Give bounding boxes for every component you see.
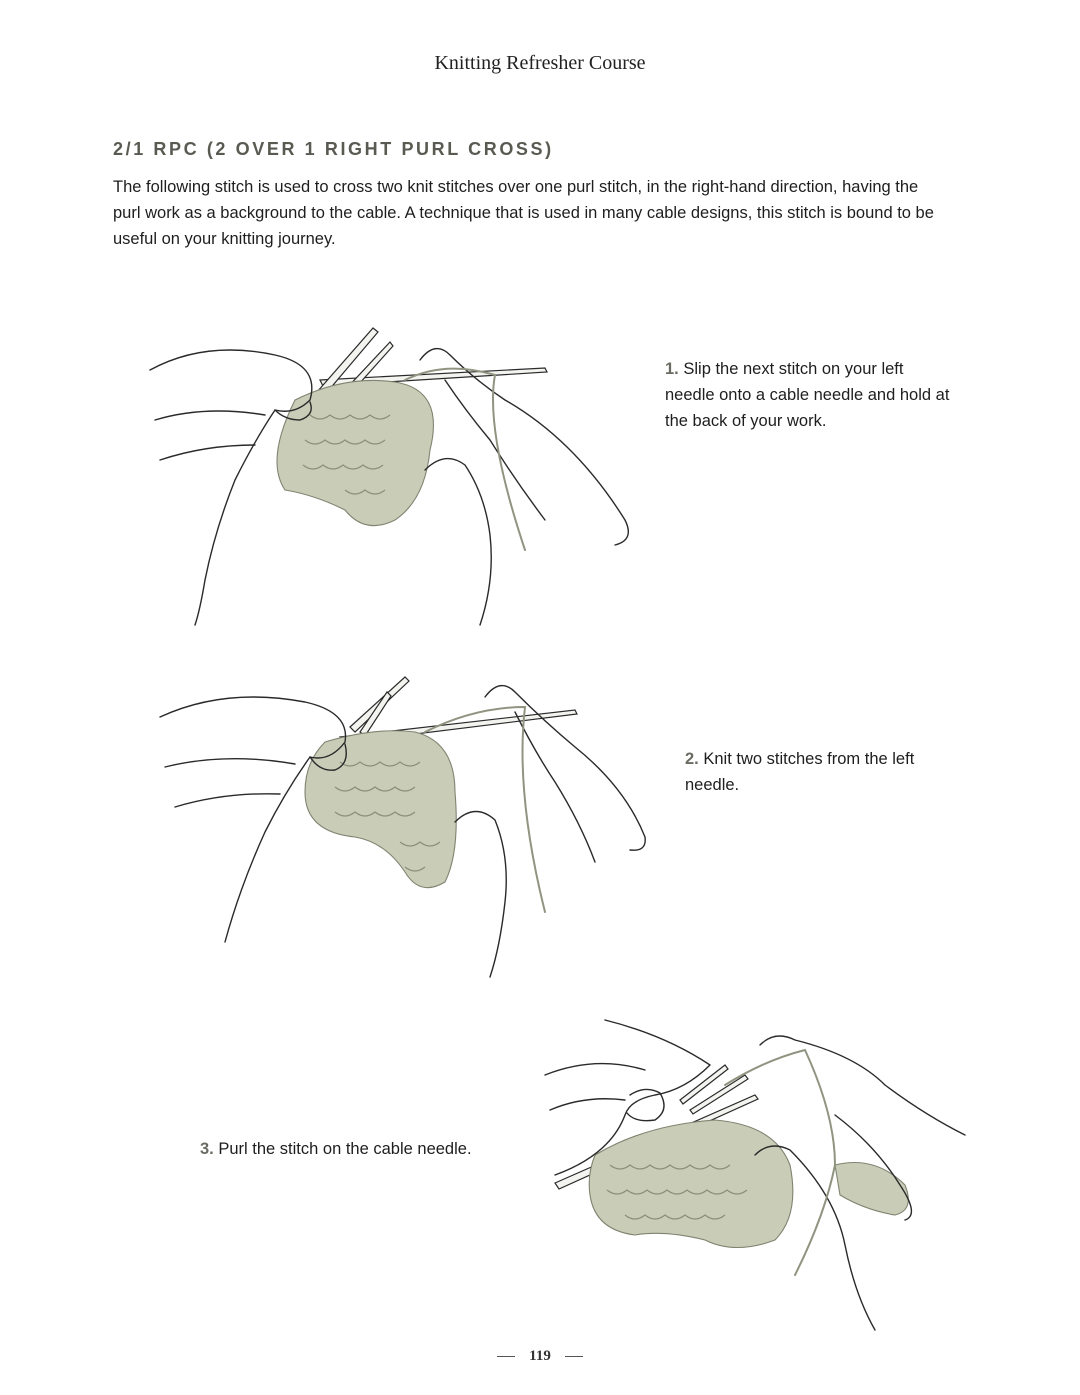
knitted-fabric	[305, 731, 456, 888]
hands-knitting-illustration	[535, 1015, 975, 1335]
step-3-number: 3.	[200, 1140, 214, 1158]
right-hand	[760, 1036, 965, 1135]
cable-needle	[690, 1075, 748, 1114]
folio-dash-right	[565, 1356, 583, 1357]
step-2-text: Knit two stitches from the left needle.	[685, 750, 915, 794]
step-2-instruction	[685, 746, 915, 798]
step-1-instruction	[665, 356, 955, 434]
illustration-step-3	[535, 1015, 975, 1335]
page-number-text: 119	[529, 1348, 551, 1364]
illustration-step-2	[155, 672, 655, 982]
step-1-number: 1.	[665, 360, 679, 378]
intro-paragraph: The following stitch is used to cross two knit stitches over one purl stitch, in the right-hand direction, having the purl work as a background to the cable. A technique that is used in many cable designs, this stitch is bound to be useful on your knitting journey.	[113, 178, 934, 248]
step-3-instruction	[200, 1136, 520, 1162]
step-1-text: Slip the next stitch on your left needle onto a cable needle and hold at the back of your work.	[665, 360, 950, 430]
right-hand	[485, 686, 645, 851]
illustration-step-1	[145, 320, 645, 630]
step-2-number: 2.	[685, 750, 699, 768]
page-number	[0, 1348, 1080, 1365]
running-head: Knitting Refresher Course	[434, 52, 646, 74]
knitted-fabric	[277, 380, 433, 525]
section-heading: 2/1 RPC (2 OVER 1 RIGHT PURL CROSS)	[113, 139, 554, 159]
knitted-fabric	[589, 1120, 793, 1248]
folio-dash-left	[497, 1356, 515, 1357]
step-3-text: Purl the stitch on the cable needle.	[218, 1140, 472, 1158]
hands-knitting-illustration	[145, 320, 645, 630]
hands-knitting-illustration	[155, 672, 655, 982]
